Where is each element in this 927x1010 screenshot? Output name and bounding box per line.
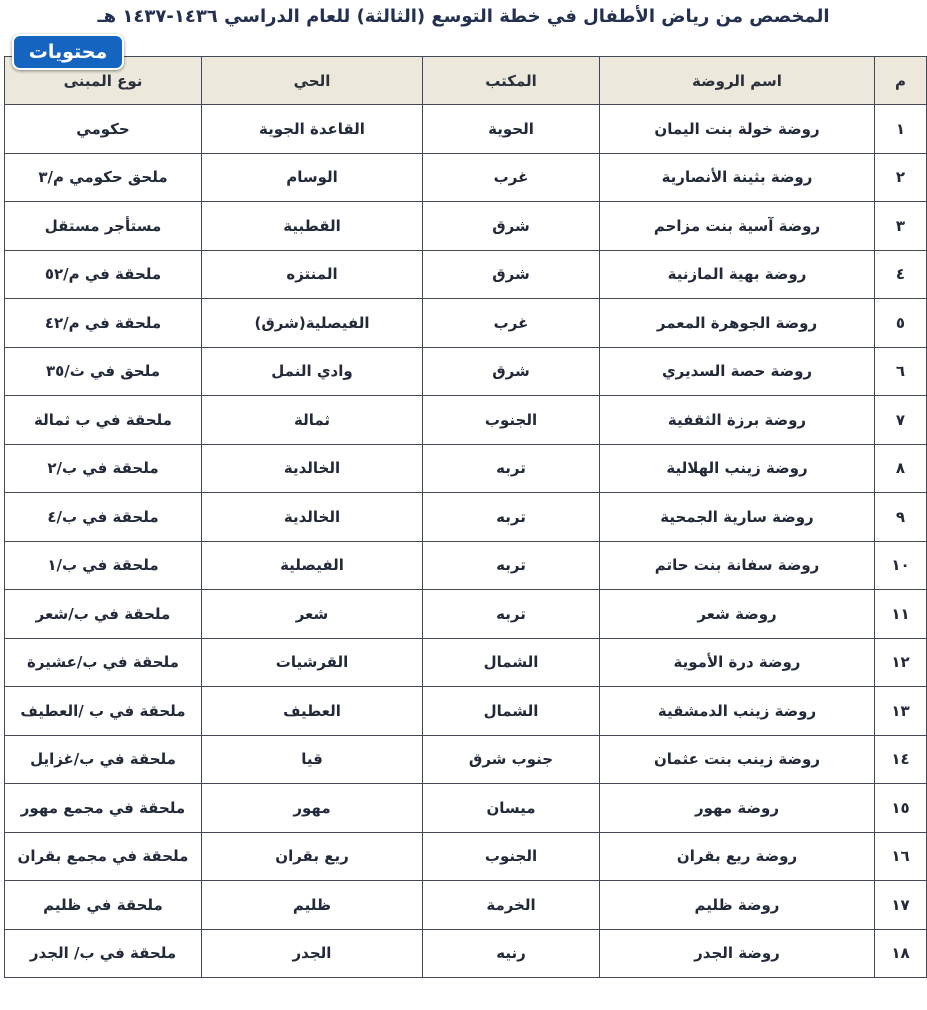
district-cell: القرشيات	[202, 638, 423, 687]
table-row	[5, 541, 927, 590]
row-number-cell: ١٥	[875, 784, 927, 833]
row-number-cell: ١٣	[875, 687, 927, 736]
district-cell: شعر	[202, 590, 423, 639]
table-row	[5, 832, 927, 881]
table-row	[5, 202, 927, 251]
building-type-cell: ملحقة في ب/شعر	[5, 590, 202, 639]
office-cell: شرق	[423, 347, 600, 396]
table-body	[5, 105, 927, 978]
table-row	[5, 153, 927, 202]
table-row	[5, 493, 927, 542]
kindergarten-name-cell: روضة الجدر	[600, 929, 875, 978]
kindergarten-name-cell: روضة ريع بقران	[600, 832, 875, 881]
table-row	[5, 881, 927, 930]
kindergarten-name-cell: روضة درة الأموية	[600, 638, 875, 687]
table-row	[5, 299, 927, 348]
table-row	[5, 444, 927, 493]
column-header-kindergarten-name: اسم الروضة	[600, 57, 875, 105]
kindergarten-name-cell: روضة بثينة الأنصارية	[600, 153, 875, 202]
row-number-cell: ٥	[875, 299, 927, 348]
building-type-cell: ملحقة في ب/عشيرة	[5, 638, 202, 687]
district-cell: العطيف	[202, 687, 423, 736]
district-cell: ثمالة	[202, 396, 423, 445]
district-cell: مهور	[202, 784, 423, 833]
row-number-cell: ١٢	[875, 638, 927, 687]
office-cell: الحوية	[423, 105, 600, 154]
office-cell: تربه	[423, 493, 600, 542]
site-logo[interactable]: محتويات	[12, 34, 124, 70]
row-number-cell: ١٨	[875, 929, 927, 978]
kindergarten-name-cell: روضة آسية بنت مزاحم	[600, 202, 875, 251]
office-cell: الشمال	[423, 638, 600, 687]
kindergarten-table	[4, 56, 927, 978]
district-cell: القطبية	[202, 202, 423, 251]
district-cell: الفيصلية(شرق)	[202, 299, 423, 348]
column-header-district: الحي	[202, 57, 423, 105]
table-row	[5, 105, 927, 154]
kindergarten-name-cell: روضة ظليم	[600, 881, 875, 930]
column-header-number: م	[875, 57, 927, 105]
kindergarten-name-cell: روضة سارية الجمحية	[600, 493, 875, 542]
building-type-cell: ملحقة في ب/٢	[5, 444, 202, 493]
row-number-cell: ١٧	[875, 881, 927, 930]
kindergarten-name-cell: روضة الجوهرة المعمر	[600, 299, 875, 348]
office-cell: شرق	[423, 250, 600, 299]
office-cell: تربه	[423, 541, 600, 590]
office-cell: غرب	[423, 299, 600, 348]
row-number-cell: ١٦	[875, 832, 927, 881]
building-type-cell: ملحقة في ب/١	[5, 541, 202, 590]
building-type-cell: ملحقة في ب /العطيف	[5, 687, 202, 736]
row-number-cell: ١٠	[875, 541, 927, 590]
district-cell: ظليم	[202, 881, 423, 930]
office-cell: الشمال	[423, 687, 600, 736]
office-cell: الجنوب	[423, 832, 600, 881]
table-row	[5, 784, 927, 833]
row-number-cell: ٩	[875, 493, 927, 542]
building-type-cell: مستأجر مستقل	[5, 202, 202, 251]
table-row	[5, 590, 927, 639]
building-type-cell: ملحق حكومي م/٣	[5, 153, 202, 202]
kindergarten-name-cell: روضة زينب الدمشقية	[600, 687, 875, 736]
building-type-cell: ملحقة في م/٥٢	[5, 250, 202, 299]
table-row	[5, 735, 927, 784]
building-type-cell: ملحقة في مجمع مهور	[5, 784, 202, 833]
table-row	[5, 347, 927, 396]
column-header-office: المكتب	[423, 57, 600, 105]
building-type-cell: ملحق في ث/٣٥	[5, 347, 202, 396]
row-number-cell: ١٤	[875, 735, 927, 784]
table-row	[5, 396, 927, 445]
office-cell: تربه	[423, 590, 600, 639]
table-row	[5, 929, 927, 978]
office-cell: الجنوب	[423, 396, 600, 445]
building-type-cell: ملحقة في ب ثمالة	[5, 396, 202, 445]
office-cell: الخرمة	[423, 881, 600, 930]
district-cell: القاعدة الجوية	[202, 105, 423, 154]
building-type-cell: ملحقة في مجمع بقران	[5, 832, 202, 881]
office-cell: رنيه	[423, 929, 600, 978]
building-type-cell: ملحقة في م/٤٢	[5, 299, 202, 348]
column-header-building-type: نوع المبنى	[5, 57, 202, 105]
district-cell: وادي النمل	[202, 347, 423, 396]
district-cell: الخالدية	[202, 493, 423, 542]
district-cell: الخالدية	[202, 444, 423, 493]
table-row	[5, 687, 927, 736]
table-header-row	[5, 57, 927, 105]
office-cell: جنوب شرق	[423, 735, 600, 784]
table-row	[5, 250, 927, 299]
kindergarten-name-cell: روضة شعر	[600, 590, 875, 639]
table-row	[5, 638, 927, 687]
row-number-cell: ٦	[875, 347, 927, 396]
building-type-cell: ملحقة في ب/غزايل	[5, 735, 202, 784]
row-number-cell: ١	[875, 105, 927, 154]
row-number-cell: ٢	[875, 153, 927, 202]
district-cell: المنتزه	[202, 250, 423, 299]
district-cell: الوسام	[202, 153, 423, 202]
office-cell: تربه	[423, 444, 600, 493]
kindergarten-name-cell: روضة زينب الهلالية	[600, 444, 875, 493]
row-number-cell: ١١	[875, 590, 927, 639]
kindergarten-name-cell: روضة مهور	[600, 784, 875, 833]
district-cell: الجدر	[202, 929, 423, 978]
kindergarten-name-cell: روضة بهية المازنية	[600, 250, 875, 299]
building-type-cell: ملحقة في ب/ الجدر	[5, 929, 202, 978]
row-number-cell: ٣	[875, 202, 927, 251]
row-number-cell: ٤	[875, 250, 927, 299]
district-cell: الفيصلية	[202, 541, 423, 590]
page-title: المخصص من رياض الأطفال في خطة التوسع (الثالثة) للعام الدراسي ١٤٣٦-١٤٣٧ هـ	[97, 6, 830, 27]
building-type-cell: ملحقة في ظليم	[5, 881, 202, 930]
kindergarten-name-cell: روضة سفانة بنت حاتم	[600, 541, 875, 590]
office-cell: شرق	[423, 202, 600, 251]
row-number-cell: ٨	[875, 444, 927, 493]
office-cell: غرب	[423, 153, 600, 202]
building-type-cell: ملحقة في ب/٤	[5, 493, 202, 542]
district-cell: ريع بقران	[202, 832, 423, 881]
row-number-cell: ٧	[875, 396, 927, 445]
kindergarten-name-cell: روضة زينب بنت عثمان	[600, 735, 875, 784]
kindergarten-name-cell: روضة حصة السديري	[600, 347, 875, 396]
building-type-cell: حكومي	[5, 105, 202, 154]
kindergarten-name-cell: روضة برزة الثقفية	[600, 396, 875, 445]
office-cell: ميسان	[423, 784, 600, 833]
district-cell: قيا	[202, 735, 423, 784]
kindergarten-name-cell: روضة خولة بنت اليمان	[600, 105, 875, 154]
